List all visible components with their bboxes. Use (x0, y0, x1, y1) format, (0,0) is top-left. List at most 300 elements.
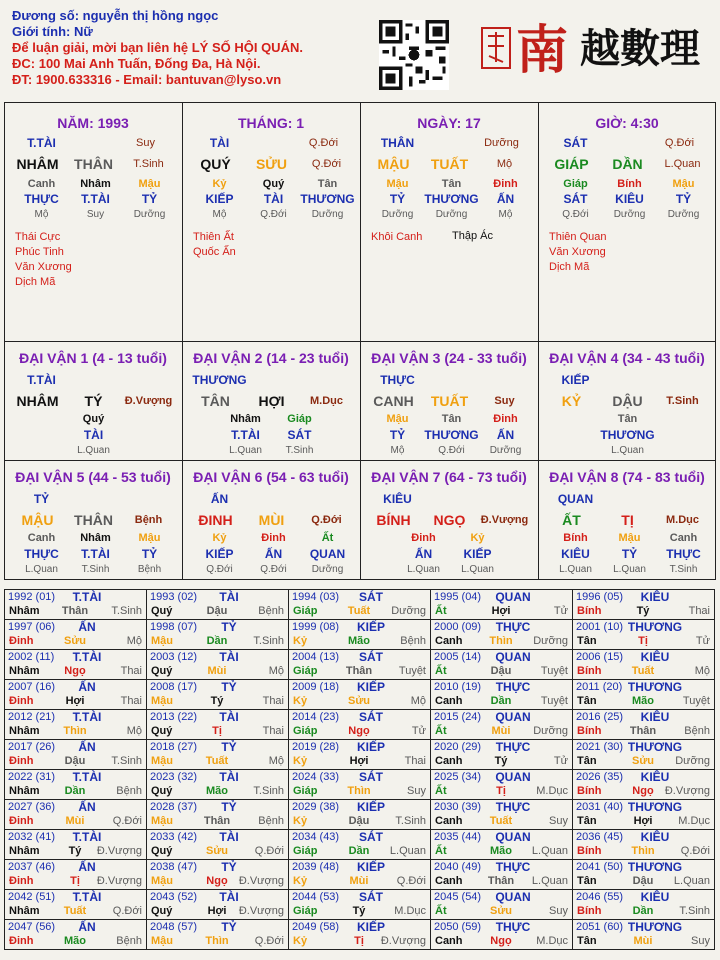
hidden-god: TÀI (263, 192, 284, 206)
dai-van-stem: ĐINH (198, 512, 233, 528)
year-stem: Nhâm (9, 605, 40, 617)
year-stage: Thai (404, 755, 426, 767)
year-stem: Kỷ (293, 875, 308, 887)
year-god: ẤN (78, 860, 96, 874)
year-stage: M.Dục (536, 785, 568, 797)
year-stage: T.Sinh (253, 635, 284, 647)
year-god: THƯƠNG (627, 920, 683, 934)
dai-van-god: QUAN (557, 492, 594, 506)
pillar-god-right: Q.Đới (308, 137, 339, 149)
hidden-stage: L.Quan (407, 564, 440, 575)
hidden-god: THỰC (24, 547, 59, 561)
dai-van-1 (4, 343, 182, 462)
dai-van-title: ĐẠI VẬN 6 (54 - 63 tuổi) (193, 469, 349, 485)
hidden-god: KIẾP (205, 192, 234, 206)
dai-van-title: ĐẠI VẬN 1 (4 - 13 tuổi) (19, 350, 167, 366)
star-label: Văn Xương (549, 246, 606, 258)
hidden-stage: Mộ (390, 445, 405, 456)
year-cell (146, 649, 289, 680)
hidden-god: T.TÀI (81, 547, 110, 561)
year-branch: Mão (348, 635, 370, 647)
pillar-3 (538, 103, 716, 341)
hidden-stage: Q.Đới (562, 209, 589, 220)
year-stem: Đinh (9, 755, 34, 767)
year-branch: Dần (348, 845, 370, 857)
hidden-god: ẤN (414, 547, 433, 561)
year-stem: Giáp (293, 725, 318, 737)
year-branch: Dậu (632, 875, 654, 887)
contact-note: Để luận giải, mời bạn liên hệ LÝ SỐ HỘI QUÁN. (12, 40, 303, 55)
year-god: THỰC (495, 800, 531, 814)
dai-van-god: ẤN (210, 492, 229, 506)
hidden-stage: Bệnh (137, 564, 162, 575)
hidden-stem: Đinh (493, 413, 518, 425)
year-god: TÀI (219, 650, 239, 664)
year-label: 2023 (32) (150, 771, 198, 783)
year-cell (288, 889, 431, 920)
year-god: THƯƠNG (627, 740, 683, 754)
year-god: KIẾP (356, 860, 385, 874)
year-branch: Mùi (633, 935, 653, 947)
year-label: 2049 (58) (292, 921, 340, 933)
year-god: THƯƠNG (627, 680, 683, 694)
year-stem: Đinh (9, 875, 34, 887)
year-stem: Nhâm (9, 905, 40, 917)
dai-van-branch: TÝ (84, 393, 103, 409)
year-branch: Mùi (349, 875, 369, 887)
year-cell (288, 829, 431, 860)
hidden-stage: Dưỡng (613, 209, 646, 220)
pillar-title: NGÀY: 17 (417, 115, 481, 131)
year-label: 2032 (41) (8, 831, 56, 843)
year-god: TỶ (221, 680, 237, 694)
year-cell (572, 679, 715, 710)
year-label: 2030 (39) (434, 801, 482, 813)
year-cell (146, 769, 289, 800)
year-stage: Q.Đới (254, 845, 284, 857)
year-stage: Tử (553, 605, 568, 617)
dai-van-stem: TÂN (201, 393, 230, 409)
dai-van-stage: Q.Đới (311, 514, 342, 526)
hidden-god: THỰC (24, 192, 59, 206)
year-branch: Dậu (206, 605, 228, 617)
hidden-god: THƯƠNG (424, 428, 479, 442)
year-branch: Ngọ (64, 665, 86, 677)
year-stage: Mộ (126, 725, 142, 737)
year-label: 2005 (14) (434, 651, 482, 663)
year-cell (430, 889, 573, 920)
dai-van-god: T.TÀI (27, 373, 56, 387)
star-label: Văn Xương (15, 261, 72, 273)
year-stage: Tuyệt (682, 695, 710, 707)
year-god: SÁT (359, 710, 383, 724)
pillar-god-right: Q.Đới (664, 137, 695, 149)
year-branch: Tị (638, 635, 648, 647)
year-stage: Q.Đới (112, 815, 142, 827)
hidden-stem: Ất (321, 532, 334, 544)
pillar-2 (360, 103, 538, 341)
year-stage: T.Sinh (395, 815, 426, 827)
dai-van-stem: KỶ (561, 393, 582, 409)
year-god: ẤN (78, 800, 96, 814)
year-label: 2016 (25) (576, 711, 624, 723)
year-stage: Suy (549, 815, 568, 827)
dai-van-stem: NHÂM (16, 393, 59, 409)
year-stem: Canh (435, 635, 463, 647)
year-label: 2021 (30) (576, 741, 624, 753)
year-branch: Tị (496, 785, 506, 797)
year-label: 2014 (23) (292, 711, 340, 723)
year-branch: Thìn (205, 935, 229, 947)
hidden-stage: Dưỡng (489, 445, 522, 456)
year-label: 2019 (28) (292, 741, 340, 753)
year-stem: Ất (435, 845, 447, 857)
hidden-stem: Mậu (672, 178, 695, 190)
dai-van-3 (360, 343, 538, 462)
year-cell (4, 889, 147, 920)
year-cell (4, 619, 147, 650)
year-cell (4, 829, 147, 860)
pillar-branch: THÂN (74, 156, 113, 172)
hidden-god: ẤN (496, 428, 515, 442)
year-label: 2050 (59) (434, 921, 482, 933)
year-god: SÁT (359, 650, 383, 664)
hidden-stem: Canh (27, 532, 56, 544)
year-label: 2024 (33) (292, 771, 340, 783)
hidden-stem: Giáp (563, 178, 588, 190)
hidden-stage: L.Quan (229, 445, 262, 456)
pillar-1 (182, 103, 360, 341)
dai-van-title: ĐẠI VẬN 2 (14 - 23 tuổi) (193, 350, 349, 366)
year-branch: Dần (632, 905, 654, 917)
brand-logo (480, 10, 712, 82)
year-label: 2026 (35) (576, 771, 624, 783)
hidden-god: ẤN (264, 547, 283, 561)
year-label: 2040 (49) (434, 861, 482, 873)
dai-van-stage: Đ.Vượng (124, 395, 173, 407)
year-branch: Sửu (63, 635, 87, 647)
year-stem: Giáp (293, 665, 318, 677)
year-label: 2025 (34) (434, 771, 482, 783)
year-branch: Tý (494, 755, 508, 767)
year-label: 1995 (04) (434, 591, 482, 603)
hidden-god: SÁT (563, 192, 588, 206)
year-stem: Mậu (151, 755, 173, 767)
year-god: KIÊU (640, 650, 670, 664)
year-god: TỶ (221, 800, 237, 814)
year-cell (146, 859, 289, 890)
pillar-stars (15, 230, 72, 290)
year-cell (572, 889, 715, 920)
year-cell (146, 739, 289, 770)
pillar-god: THÂN (380, 136, 415, 150)
year-stage: Dưỡng (391, 605, 426, 617)
year-label: 2006 (15) (576, 651, 624, 663)
year-stem: Mậu (151, 875, 173, 887)
year-stem: Tân (577, 875, 597, 887)
year-label: 2003 (12) (150, 651, 198, 663)
logo-seal-icon (480, 10, 712, 82)
year-god: TỶ (221, 860, 237, 874)
year-cell (572, 799, 715, 830)
year-stem: Bính (577, 905, 602, 917)
year-god: SÁT (359, 770, 383, 784)
year-cell (288, 799, 431, 830)
year-stage: Thai (688, 605, 710, 617)
pillar-god: SÁT (563, 136, 588, 150)
dai-van-god: THỰC (380, 373, 415, 387)
year-cell (4, 709, 147, 740)
dai-van-branch: HỢI (258, 393, 285, 409)
year-cell (572, 919, 715, 950)
year-stage: L.Quan (531, 845, 568, 857)
year-stage: Đ.Vượng (238, 905, 284, 917)
year-stem: Bính (577, 785, 602, 797)
hidden-stage: L.Quan (461, 564, 494, 575)
year-cell (146, 889, 289, 920)
year-god: TÀI (219, 710, 239, 724)
hidden-stem: Nhâm (230, 413, 261, 425)
year-cell (572, 589, 715, 620)
year-god: QUAN (495, 590, 531, 604)
year-stem: Ất (435, 725, 447, 737)
year-stem: Kỷ (293, 935, 308, 947)
year-cell (430, 739, 573, 770)
pillar-title: THÁNG: 1 (237, 115, 305, 131)
dai-van-stem: MẬU (21, 512, 54, 528)
pillar-branch: SỬU (255, 156, 288, 172)
year-god: KIÊU (640, 710, 670, 724)
hidden-stem: Đinh (261, 532, 286, 544)
year-label: 2038 (47) (150, 861, 198, 873)
year-label: 2047 (56) (8, 921, 56, 933)
year-god: T.TÀI (72, 890, 102, 904)
dai-van-stem: BÍNH (376, 512, 411, 528)
year-stage: Tử (695, 635, 710, 647)
year-label: 2022 (31) (8, 771, 56, 783)
year-cell (146, 619, 289, 650)
year-stem: Giáp (293, 785, 318, 797)
year-branch: Dậu (490, 665, 512, 677)
year-stem: Nhâm (9, 845, 40, 857)
year-stem: Bính (577, 725, 602, 737)
year-stem: Bính (577, 605, 602, 617)
hidden-stage: L.Quan (25, 564, 58, 575)
dai-van-title: ĐẠI VẬN 3 (24 - 33 tuổi) (371, 350, 527, 366)
year-god: QUAN (495, 830, 531, 844)
year-stage: Đ.Vượng (238, 875, 284, 887)
year-stem: Đinh (9, 815, 34, 827)
year-cell (572, 709, 715, 740)
year-stage: Mộ (126, 635, 142, 647)
year-cell (4, 649, 147, 680)
year-branch: Hợi (491, 605, 511, 617)
year-branch: Mùi (207, 665, 227, 677)
year-branch: Sửu (631, 755, 655, 767)
year-label: 2034 (43) (292, 831, 340, 843)
year-stem: Quý (151, 845, 173, 857)
year-branch: Hợi (207, 905, 227, 917)
dai-van-stage: M.Dục (666, 514, 699, 526)
hidden-stage: Mộ (34, 209, 49, 220)
pillar-branch: TUẤT (430, 156, 469, 172)
year-stem: Bính (577, 665, 602, 677)
year-stage: Bệnh (116, 785, 142, 797)
year-god: SÁT (359, 890, 383, 904)
dai-van-title: ĐẠI VẬN 4 (34 - 43 tuổi) (549, 350, 705, 366)
pillar-extra-star: Thập Ác (452, 230, 493, 242)
year-cell (4, 919, 147, 950)
year-stage: Bệnh (684, 725, 710, 737)
year-cell (430, 859, 573, 890)
year-stem: Quý (151, 785, 173, 797)
year-label: 1996 (05) (576, 591, 624, 603)
year-stage: T.Sinh (679, 905, 710, 917)
year-stem: Canh (435, 935, 463, 947)
phone-email: ĐT: 1900.633316 - Email: bantuvan@lyso.vn (12, 72, 282, 87)
hidden-stem: Giáp (287, 413, 312, 425)
year-branch: Mùi (65, 815, 85, 827)
dai-van-branch: DẬU (612, 393, 643, 409)
hidden-god: TỶ (675, 192, 692, 206)
year-god: KIẾP (356, 920, 385, 934)
year-cell (146, 679, 289, 710)
year-label: 2004 (13) (292, 651, 340, 663)
year-cell (4, 859, 147, 890)
year-label: 2020 (29) (434, 741, 482, 753)
year-label: 2031 (40) (576, 801, 624, 813)
dai-van-god: TỶ (33, 492, 50, 506)
year-cell (146, 799, 289, 830)
year-stem: Đinh (9, 635, 34, 647)
year-cell (4, 799, 147, 830)
hidden-god: KIẾP (463, 547, 492, 561)
dai-van-branch: THÂN (74, 512, 113, 528)
hidden-stage: L.Quan (77, 445, 110, 456)
year-stage: Bệnh (116, 935, 142, 947)
hidden-stem: Canh (669, 532, 698, 544)
year-stage: Suy (549, 905, 568, 917)
year-cell (430, 649, 573, 680)
year-cell (288, 589, 431, 620)
year-god: TỶ (221, 620, 237, 634)
year-cell (572, 769, 715, 800)
year-stage: T.Sinh (111, 755, 142, 767)
year-label: 2008 (17) (150, 681, 198, 693)
hidden-stem: Mậu (138, 532, 161, 544)
hidden-stage: L.Quan (611, 445, 644, 456)
year-label: 2043 (52) (150, 891, 198, 903)
hidden-stem: Quý (82, 413, 105, 425)
year-god: THƯƠNG (627, 800, 683, 814)
dai-van-2 (182, 343, 360, 462)
year-stage: M.Dục (536, 935, 568, 947)
pillar-god: T.TÀI (27, 136, 56, 150)
year-god: THỰC (495, 860, 531, 874)
hidden-stage: L.Quan (559, 564, 592, 575)
year-cell (288, 739, 431, 770)
year-label: 2028 (37) (150, 801, 198, 813)
year-branch: Dậu (64, 755, 86, 767)
star-label: Khôi Canh (371, 231, 423, 243)
year-god: KIÊU (640, 590, 670, 604)
year-stage: Q.Đới (396, 875, 426, 887)
year-branch: Thân (629, 725, 657, 737)
year-stage: Thai (120, 665, 142, 677)
year-label: 2018 (27) (150, 741, 198, 753)
year-god: TÀI (219, 830, 239, 844)
year-stem: Nhâm (9, 665, 40, 677)
year-cell (288, 859, 431, 890)
hidden-god: KIÊU (615, 192, 644, 206)
hidden-god: THỰC (666, 547, 701, 561)
year-stem: Canh (435, 875, 463, 887)
hidden-stem: Mậu (618, 532, 641, 544)
year-god: THƯƠNG (627, 620, 683, 634)
hidden-stage: Dưỡng (667, 209, 700, 220)
year-stage: L.Quan (673, 875, 710, 887)
year-stem: Đinh (9, 935, 34, 947)
gender: Giới tính: Nữ (12, 24, 93, 39)
year-stage: Dưỡng (675, 755, 710, 767)
year-stage: Bệnh (400, 635, 426, 647)
year-stage: M.Dục (678, 815, 710, 827)
year-stem: Tân (577, 935, 597, 947)
year-god: TỶ (221, 740, 237, 754)
year-god: T.TÀI (72, 590, 102, 604)
hidden-god: TỶ (389, 192, 406, 206)
star-label: Quốc Ấn (193, 246, 236, 258)
year-god: QUAN (495, 710, 531, 724)
hidden-stem: Nhâm (80, 532, 111, 544)
hidden-god: THƯƠNG (600, 428, 655, 442)
year-branch: Mão (206, 785, 228, 797)
hidden-stem: Canh (27, 178, 56, 190)
hidden-stage: Q.Đới (260, 209, 287, 220)
year-label: 2017 (26) (8, 741, 56, 753)
dai-van-5 (4, 462, 182, 581)
year-stem: Tân (577, 755, 597, 767)
year-god: ẤN (78, 740, 96, 754)
year-stage: Thai (262, 695, 284, 707)
hidden-stem: Kỷ (212, 178, 227, 190)
year-label: 2035 (44) (434, 831, 482, 843)
hidden-stage: Suy (86, 209, 105, 220)
year-label: 2010 (19) (434, 681, 482, 693)
year-cell (430, 709, 573, 740)
year-god: ẤN (78, 680, 96, 694)
year-stage: Q.Đới (680, 845, 710, 857)
year-god: QUAN (495, 770, 531, 784)
dai-van-7 (360, 462, 538, 581)
dai-van-title: ĐẠI VẬN 8 (74 - 83 tuổi) (549, 469, 705, 485)
year-god: SÁT (359, 590, 383, 604)
year-god: ẤN (78, 920, 96, 934)
year-stage: Mộ (694, 665, 710, 677)
hidden-god: THƯƠNG (300, 192, 355, 206)
year-branch: Tuất (205, 755, 229, 767)
year-stage: Thai (120, 695, 142, 707)
pillar-stars (193, 230, 236, 260)
hidden-god: T.TÀI (231, 428, 260, 442)
year-stage: Đ.Vượng (96, 875, 142, 887)
year-god: T.TÀI (72, 830, 102, 844)
year-stem: Canh (435, 815, 463, 827)
year-branch: Thìn (63, 725, 87, 737)
pillar-title: NĂM: 1993 (57, 115, 129, 131)
year-cell (572, 619, 715, 650)
year-cell (288, 919, 431, 950)
